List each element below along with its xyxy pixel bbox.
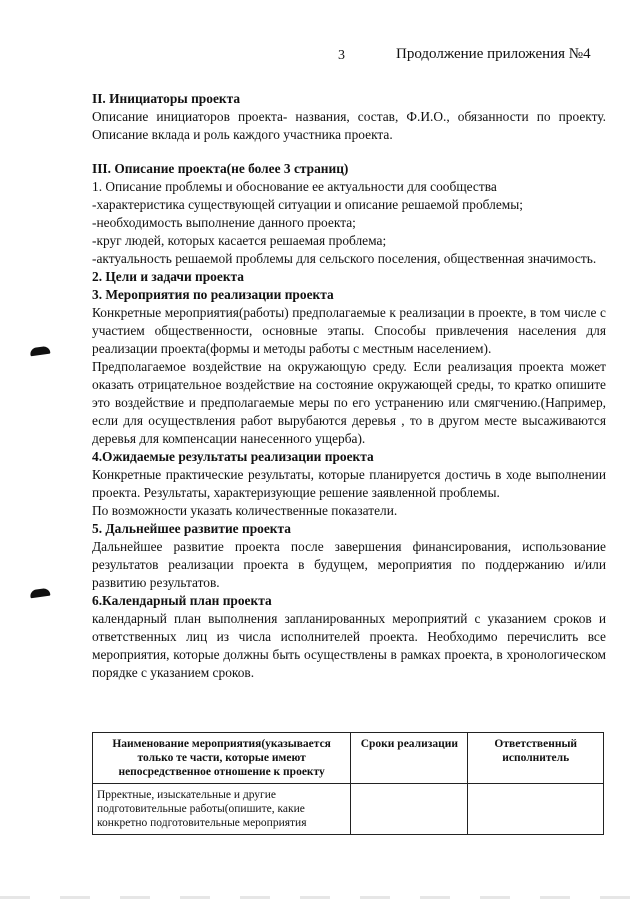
section-3-item-1: 1. Описание проблемы и обоснование ее актуальности для сообщества [92,179,497,194]
section-3-item-4-text: Конкретные практические результаты, которые планируется достичь в ходе выполнении проекта. Результаты, характеризующие решение заявленной проблемы. [92,467,606,500]
section-3-item-5: 5. Дальнейшее развитие проекта [92,521,291,536]
section-3-title: III. Описание проекта(не более 3 страниц) [92,161,349,176]
section-3-item-3-text: Конкретные мероприятия(работы) предполагаемые к реализации в проекте, в том числе с участием общественности, основные этапы. Способы привлечения населения для реализации проекта(формы и методы работы с местным населением). [92,305,606,356]
section-3-item-2: 2. Цели и задачи проекта [92,269,244,284]
section-3-bullet-2: -необходимость выполнение данного проекта; [92,215,356,230]
section-2-text: Описание инициаторов проекта- названия, состав, Ф.И.О., обязанности по проекту. Описание вклада и роль каждого участника проекта. [92,109,606,142]
header-activity-name: Наименование мероприятия(указывается только те части, которые имеют непосредственное отношение к проекту [93,733,351,784]
section-3-bullet-1: -характеристика существующей ситуации и описание решаемой проблемы; [92,197,523,212]
section-3-item-6-text: календарный план выполнения запланированных мероприятий с указанием сроков и ответственных лиц из числа исполнителей проекта. Необходимо перечислить все мероприятия, которые должны быть осуществлены в рамках проекта, в хронологическом порядке с указанием сроков. [92,611,606,680]
table-header-row [93,733,604,784]
header-deadlines: Сроки реализации [351,733,468,784]
section-3-bullet-3: -круг людей, которых касается решаемая проблема; [92,233,387,248]
section-3-bullet-4: -актуальность решаемой проблемы для сельского поселения, общественная значимость. [92,251,597,266]
table-cell-deadline [351,784,468,835]
section-3-impact-text: Предполагаемое воздействие на окружающую среду. Если реализация проекта может оказать отрицательное воздействие на состояние окружающей среды, то кратко опишите это воздействие и предполагаемые меры по его устранению или смягчению.(Например, если для осуществления работ вырубаются деревья , то в другом месте высаживаются деревья для компенсации нанесенного ущерба). [92,359,606,446]
section-3-item-3: 3. Мероприятия по реализации проекта [92,287,334,302]
scan-mark-1 [30,346,51,357]
document-body [92,90,606,682]
table-row [93,784,604,835]
section-3-item-6: 6.Календарный план проекта [92,593,272,608]
header-responsible: Ответственный исполнитель [468,733,604,784]
page-number: 3 [338,48,345,63]
section-3-item-4-text-2: По возможности указать количественные показатели. [92,503,398,518]
section-3-item-4: 4.Ожидаемые результаты реализации проекта [92,449,374,464]
scan-bottom-edge [0,896,640,899]
table-cell-responsible [468,784,604,835]
section-3-item-5-text: Дальнейшее развитие проекта после завершения финансирования, использование результатов реализации проекта в будущем, мероприятия по поддержанию и/или развитию результатов. [92,539,606,590]
scan-mark-2 [30,588,51,599]
table-cell-activity: Прректные, изыскательные и другие подготовительные работы(опишите, какие конкретно подготовительные мероприятия [93,784,351,835]
appendix-continuation-header: Продолжение приложения №4 [396,46,591,62]
calendar-plan-table [92,732,604,835]
section-2-title: II. Инициаторы проекта [92,91,241,106]
